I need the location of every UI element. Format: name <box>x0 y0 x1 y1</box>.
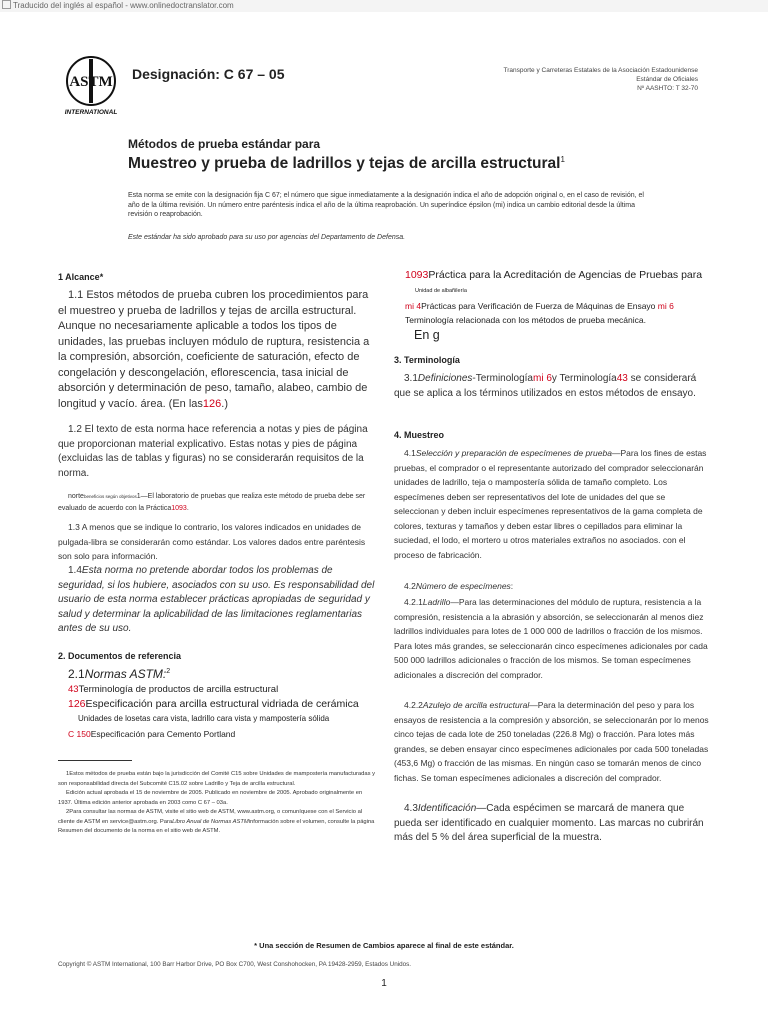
paragraph-4-2: 4.2Número de especímenes: <box>404 581 514 591</box>
paragraph-4-2-2: 4.2.2Azulejo de arcilla estructural—Para la determinación del peso y para los ensayos de resistencia a la compresión y absorción, se seleccionarán por lo menos cinco tejas de cada lote de 250 toneladas (226.8 Mg) o fracción. Para lotes más grandes, se deben ensayar cinco especímenes adicionales por cada 500 toneladas (453,6 Mg) o fracción de las mismas. En ningún caso se tomarán menos de cinco fichas. Se toman especímenes adicionales a discreción del comprador. <box>394 700 709 783</box>
reference-subline: Unidad de albañilería <box>415 288 467 294</box>
ref-link[interactable]: mi 6 <box>532 373 552 384</box>
footnotes: 1Estos métodos de prueba están bajo la jurisdicción del Comité C15 sobre Unidades de mampostería manufacturadas y son responsabilidad directa del Subcomité C15.02 sobre Ladrillo y Teja de arcilla estructural. Edición actual aprobada el 15 de noviembre de 2005. Publicado en noviembre de 2005. Aprobado originalmente en 1937. Última edición anterior aprobada en 2003 como C 67 – 03a. 2Para consultar las normas de ASTM, visite el sitio web de ASTM, www.astm.org, o comuníquese con el Servicio al cliente de ASTM en service@astm.org. ParaLibro Anual de Normas ASTMinformación sobre el volumen, consulte la página Resumen del documento de la norma en el sitio web de ASTM. <box>58 771 376 834</box>
section-3-heading: 3. Terminología <box>394 355 460 365</box>
paragraph-4-3: 4.3Identificación—Cada espécimen se marcará de manera que pueda ser identificado en cualquier momento. Las marcas no cubrirán más del 5 % del área superficial de la muestra. <box>394 803 704 843</box>
ref-link[interactable]: 1093 <box>171 505 187 512</box>
reference-fragment: En g <box>414 328 440 342</box>
paragraph-2-1: 2.1Normas ASTM:$^2$ <box>68 667 171 681</box>
reference-item: Terminología relacionada con los métodos de prueba mecánica. <box>405 315 646 325</box>
document-title: Muestreo y prueba de ladrillos y tejas de arcilla estructural$^1$ <box>128 155 565 173</box>
reference-item: 43Terminología de productos de arcilla estructural <box>68 684 279 695</box>
reference-item: C 150Especificación para Cemento Portland <box>68 729 236 739</box>
paragraph-1-1: 1.1 Estos métodos de prueba cubren los procedimientos para el muestreo y prueba de ladrillos y tejas de arcilla estructural. Aunque no necesariamente aplicable a todos los tipos de unidades, las pruebas incluyen módulo de ruptura, resistencia a la compresión, absorción, coeficiente de saturación, efecto de congelación y descongelación, eflorescencia, tasa inicial de absorción y determinación de peso, tamaño, alabeo, cambio de longitud y vacío. área. (En las126.) <box>58 289 370 410</box>
ref-link[interactable]: 126 <box>68 698 86 710</box>
translator-link[interactable]: Traducido del inglés al español - www.onlinedoctranslator.com <box>13 1 234 10</box>
defense-note: Este estándar ha sido aprobado para su uso por agencias del Departamento de Defensa. <box>128 234 406 241</box>
intro-text: Esta norma se emite con la designación fija C 67; el número que sigue inmediatamente a la designación indica el año de adopción original o, en el caso de revisión, el año de la última revisión. Un número entre paréntesis indica el año de la última reaprobación. Un superíndice épsilon (mi) indica un cambio editorial desde la última revisión o reaprobación. <box>128 192 644 218</box>
paragraph-1-2: 1.2 El texto de esta norma hace referencia a notas y pies de página que proporcionan material explicativo. Estas notas y pies de página (excluidas las de tablas y figuras) no se considerarán requisitos de la norma. <box>58 424 368 479</box>
title-line-1: Métodos de prueba estándar para <box>128 137 321 151</box>
summary-note: * Una sección de Resumen de Cambios aparece al final de este estándar. <box>254 941 514 950</box>
ref-link[interactable]: mi 6 <box>657 301 674 311</box>
ref-link[interactable]: 126 <box>202 397 222 410</box>
ref-link[interactable]: 1093 <box>405 269 429 281</box>
reference-item: 126Especificación para arcilla estructural vidriada de cerámica <box>68 698 359 710</box>
section-4-heading: 4. Muestreo <box>394 430 445 440</box>
ref-link[interactable]: 43 <box>68 684 79 695</box>
note-1: nortebeneficios según objetivos1—El laboratorio de pruebas que realiza este método de prueba debe ser evaluado de acuerdo con la Práctica1093. <box>58 493 366 512</box>
reference-item: 1093Práctica para la Acreditación de Agencias de Pruebas para <box>405 269 703 281</box>
reference-item: mi 4Prácticas para Verificación de Fuerza de Máquinas de Ensayo mi 6 <box>405 301 674 311</box>
ref-link[interactable]: 43 <box>616 373 628 384</box>
ref-link[interactable]: mi 4 <box>405 301 422 311</box>
header-organization: Transporte y Carreteras Estatales de la Asociación Estadounidense Estándar de Oficiales Nº AASHTO: T 32-70 <box>503 67 698 92</box>
section-2-heading: 2. Documentos de referencia <box>58 651 182 661</box>
copyright: Copyright © ASTM International, 100 Barr Harbor Drive, PO Box C700, West Conshohocken, PA 19428-2959, Estados Unidos. <box>58 961 412 968</box>
paragraph-3-1: 3.1Definiciones-Terminologíami 6y Terminología43 se considerará que se aplica a los términos utilizados en estos métodos de ensayo. <box>394 373 697 399</box>
svg-text:INTERNATIONAL: INTERNATIONAL <box>64 109 118 116</box>
translator-banner[interactable] <box>0 0 768 12</box>
svg-text:ASTM: ASTM <box>69 74 113 90</box>
section-1-heading: 1 Alcance* <box>58 272 104 282</box>
paragraph-4-2-1: 4.2.1Ladrillo—Para las determinaciones del módulo de ruptura, resistencia a la compresión, resistencia a la abrasión y absorción, se seleccionarán al menos diez ladrillos individuales para lotes de 1 000 000 de ladrillos o fracción de los mismos. Para lotes más grandes, se seleccionarán cinco especímenes adicionales por cada 500 000 ladrillos adicionales o fracción de los mismos. Se toman especímenes adicionales a discreción del comprador. <box>394 597 708 680</box>
page-number: 1 <box>381 978 387 989</box>
reference-subline: Unidades de losetas cara vista, ladrillo cara vista y mampostería sólida <box>78 714 330 723</box>
paragraph-1-3: 1.3 A menos que se indique lo contrario, los valores indicados en unidades de pulgada-libra se considerarán como estándar. Los valores dados entre paréntesis son solo para información. <box>58 522 366 561</box>
footnote-divider <box>58 760 132 761</box>
ref-link[interactable]: C 150 <box>68 729 91 739</box>
paragraph-1-4: 1.4Esta norma no pretende abordar todos los problemas de seguridad, si los hubiere, asociados con su uso. Es responsabilidad del usuario de esta norma establecer prácticas apropiadas de seguridad y salud y determinar la aplicabilidad de las limitaciones reglamentarias antes de su uso. <box>58 565 375 634</box>
astm-logo <box>58 55 124 117</box>
paragraph-4-1: 4.1Selección y preparación de especímenes de prueba—Para los fines de estas pruebas, el comprador o el representante autorizado del comprador seleccionarán unidades de ladrillo, teja o mampostería sólida de tamaño completo. Los especímenes deben ser representativos del lote de unidades del que se seleccionan y deben incluir especímenes representativos de la gama completa de colores, texturas y tamaños y deben estar libres o cepillados para eliminar la suciedad, el lodo, el mortero u otros materiales extraños no asociados. con el proceso de fabricación. <box>394 448 707 560</box>
document-icon <box>2 0 11 9</box>
designation: Designación: C 67 – 05 <box>132 66 285 82</box>
